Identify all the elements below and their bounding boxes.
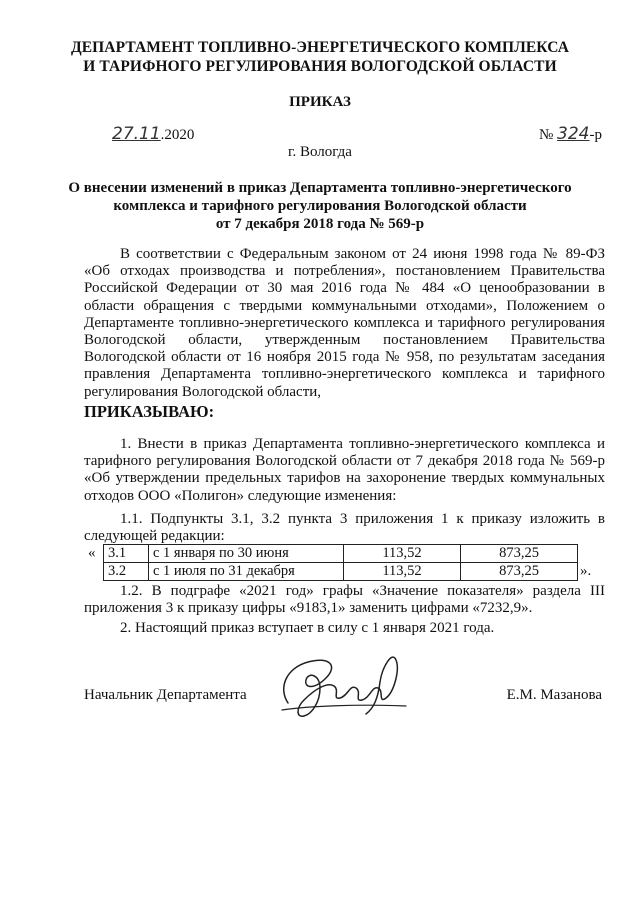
- subject-line1: О внесении изменений в приказ Департамента топливно-энергетического: [68, 180, 572, 196]
- order-date: [112, 124, 194, 144]
- item-1-2: 1.2. В подграфе «2021 год» графы «Значение показателя» раздела III приложения 3 к приказу цифры «9183,1» заменить цифрами «7232,9».: [84, 583, 605, 617]
- row-value-1: 113,52: [344, 563, 461, 581]
- signatory-name: Е.М. Мазанова: [506, 687, 602, 703]
- city: г. Вологда: [288, 144, 352, 160]
- order-word: ПРИКАЗЫВАЮ:: [84, 402, 215, 421]
- row-number: 3.1: [104, 545, 149, 563]
- date-year: .2020: [160, 127, 195, 143]
- quote-open: «: [88, 545, 96, 561]
- item-1: 1. Внести в приказ Департамента топливно-энергетического комплекса и тарифного регулирования Вологодской области от 7 декабря 2018 года № 569-р «Об утверждении предельных тарифов на захоронение твердых коммунальных отходов ООО «Полигон» следующие изменения:: [84, 436, 605, 504]
- number-sign: №: [538, 127, 554, 143]
- row-period: с 1 июля по 31 декабря: [149, 563, 344, 581]
- row-value-1: 113,52: [344, 545, 461, 563]
- preamble: В соответствии с Федеральным законом от 24 июня 1998 года № 89-ФЗ «Об отходах производства и потребления», постановлением Правительства Российской Федерации от 30 мая 2016 года № 484 «О ценообразовании в области обращения с твердыми коммунальными отходами», Положением о Департаменте топливно-энергетического комплекса и тарифного регулирования Вологодской области, утвержденным постановлением Правительства Вологодской области от 16 ноября 2015 года № 958, по результатам заседания правления Департамента топливно-энергетического комплекса и тарифного регулирования Вологодской области,: [84, 246, 605, 400]
- order-number: [539, 124, 602, 144]
- row-period: с 1 января по 30 июня: [149, 545, 344, 563]
- department-name-line1: ДЕПАРТАМЕНТ ТОПЛИВНО-ЭНЕРГЕТИЧЕСКОГО КОМПЛЕКСА: [70, 39, 570, 56]
- subject-line3: от 7 декабря 2018 года № 569-р: [215, 216, 425, 232]
- item-1-1: 1.1. Подпункты 3.1, 3.2 пункта 3 приложения 1 к приказу изложить в следующей редакции:: [84, 511, 605, 545]
- handwritten-signature: [268, 648, 418, 733]
- row-value-2: 873,25: [461, 563, 578, 581]
- number-suffix: -р: [589, 127, 602, 143]
- rates-table: [103, 544, 578, 581]
- document-type: ПРИКАЗ: [289, 94, 351, 110]
- handwritten-number: 324: [557, 124, 590, 144]
- row-number: 3.2: [104, 563, 149, 581]
- quote-close: ».: [580, 563, 592, 579]
- subject-line2: комплекса и тарифного регулирования Вологодской области: [113, 198, 527, 214]
- table-row: [104, 563, 578, 581]
- signatory-position: Начальник Департамента: [84, 687, 247, 703]
- item-2: 2. Настоящий приказ вступает в силу с 1 января 2021 года.: [120, 620, 495, 636]
- handwritten-date: 27.11: [112, 124, 161, 144]
- department-name-line2: И ТАРИФНОГО РЕГУЛИРОВАНИЯ ВОЛОГОДСКОЙ ОБЛАСТИ: [83, 58, 557, 75]
- row-value-2: 873,25: [461, 545, 578, 563]
- table-row: [104, 545, 578, 563]
